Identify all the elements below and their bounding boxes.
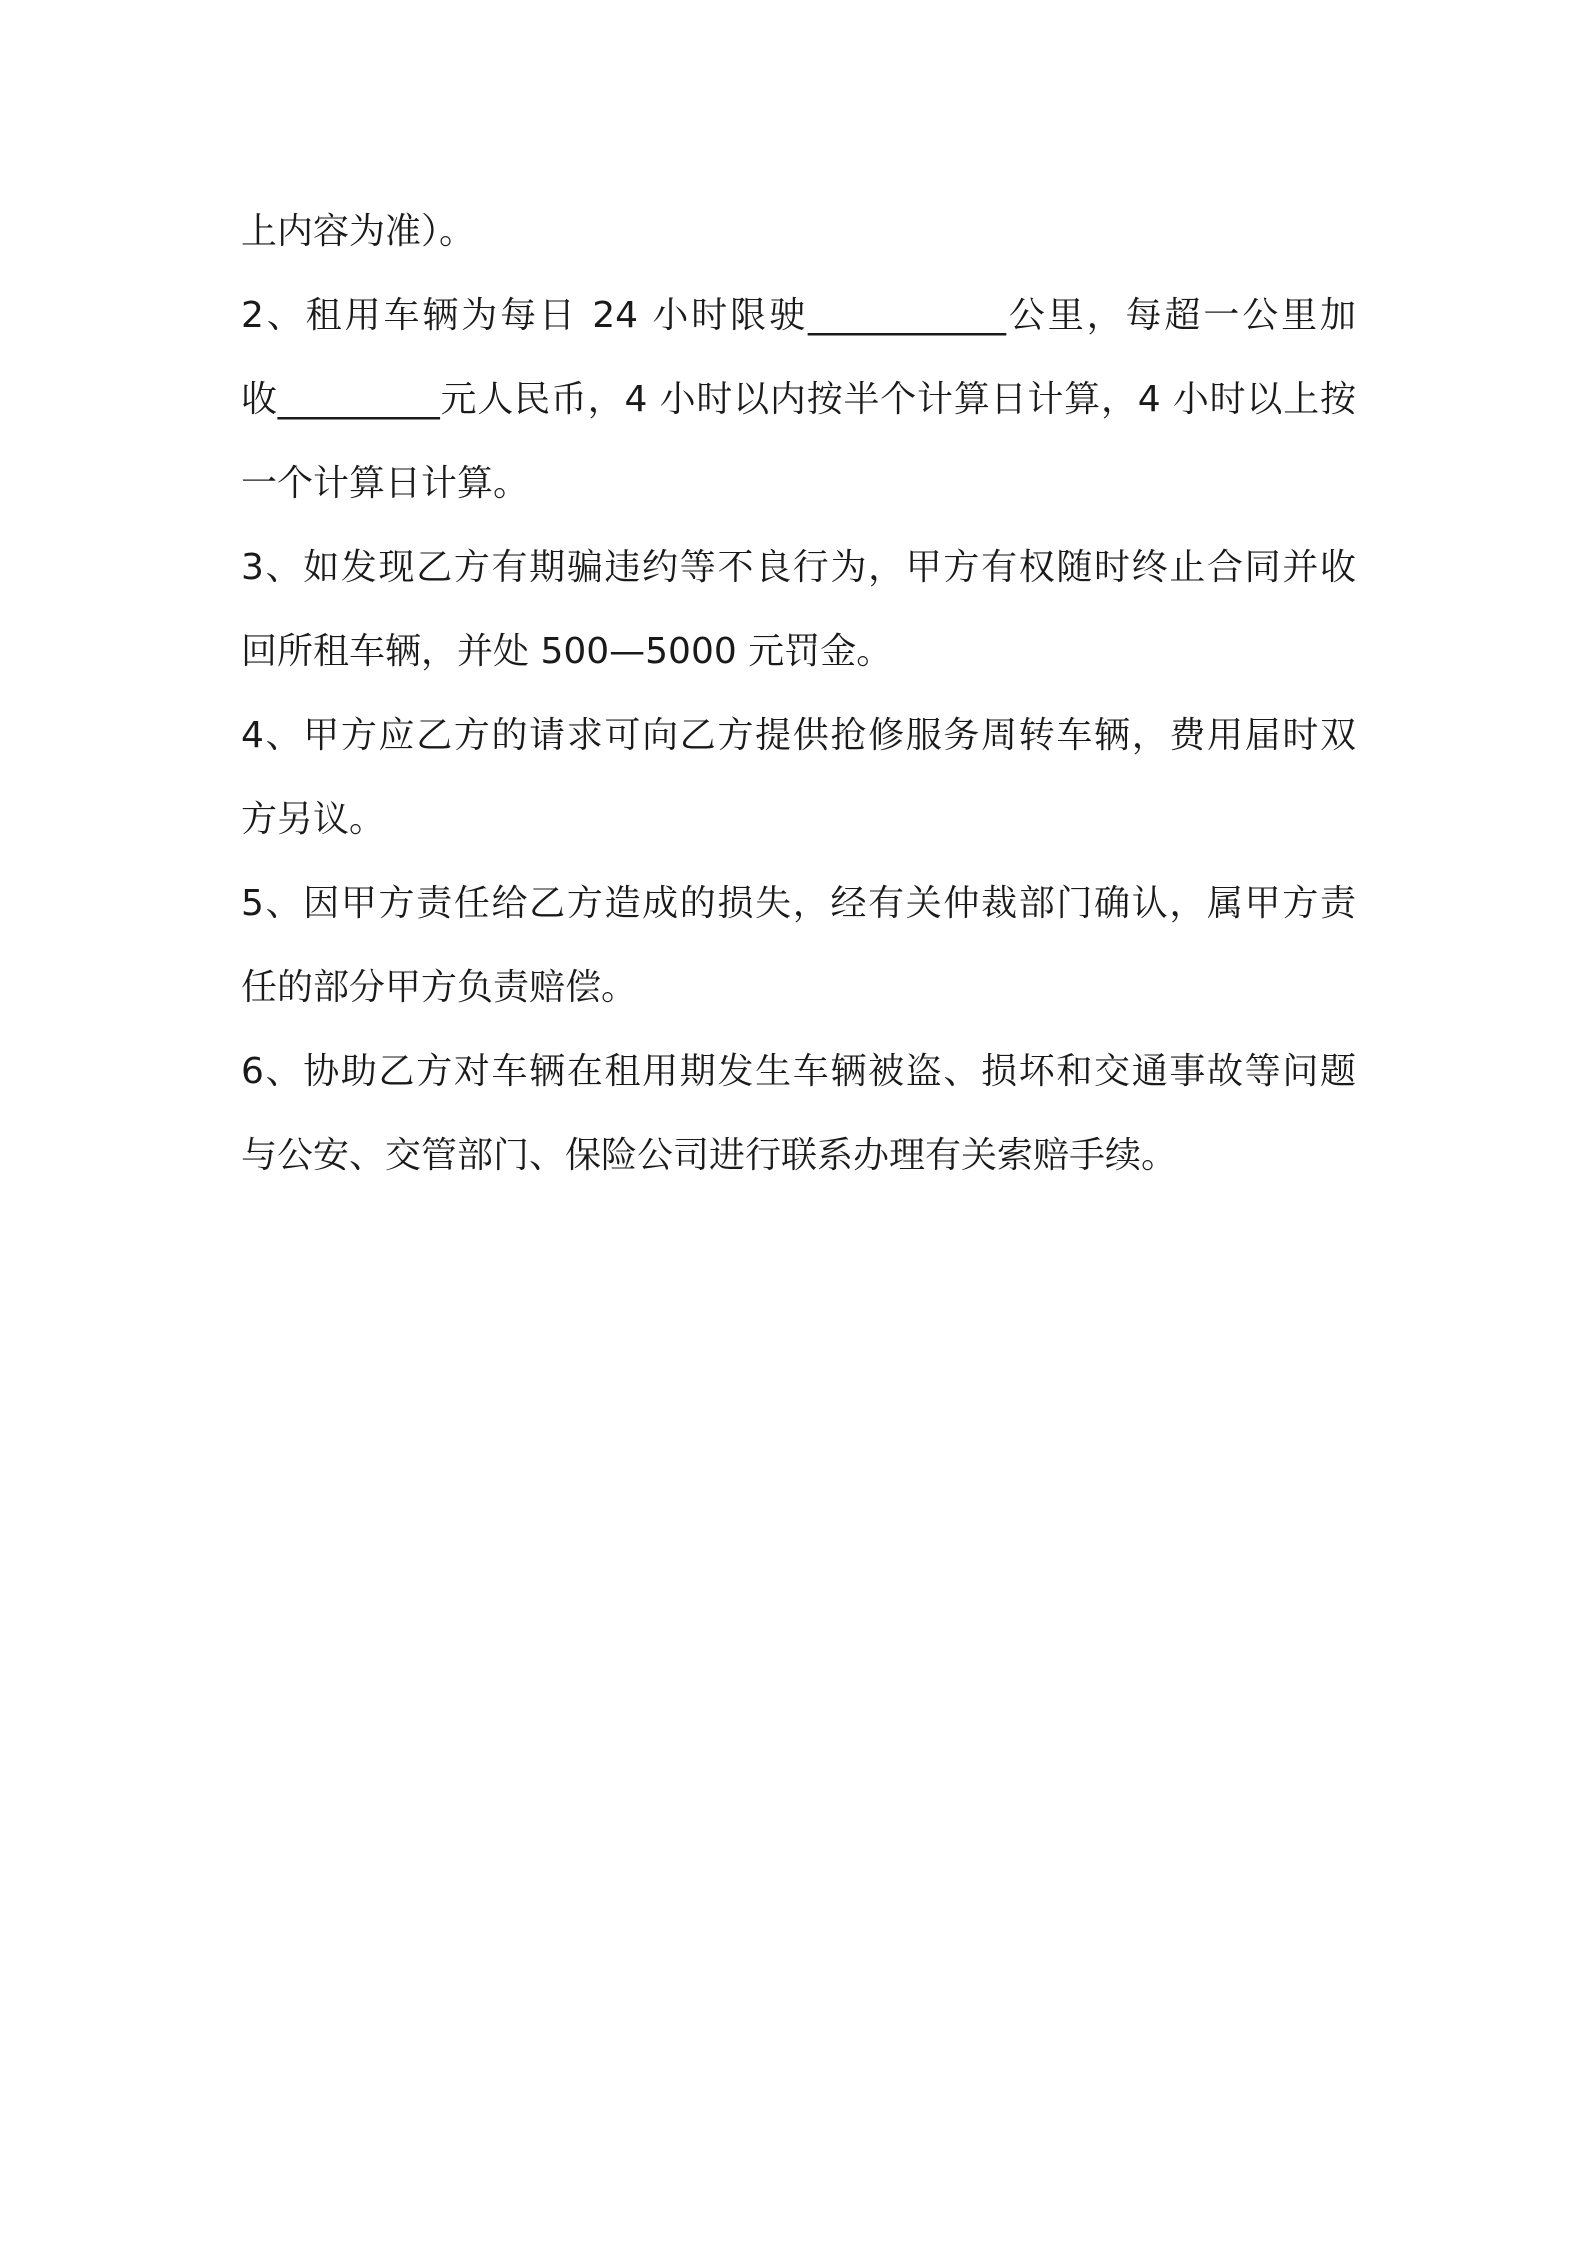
clause-2-line-3: 一个计算日计算。 <box>241 463 530 504</box>
clause-2-line-2: 收_________元人民币，4 小时以内按半个计算日计算，4 小时以上按 <box>241 379 1356 420</box>
clause-6-line-1: 6、协助乙方对车辆在租用期发生车辆被盗、损坏和交通事故等问题 <box>241 1051 1356 1092</box>
clause-4-line-1: 4、甲方应乙方的请求可向乙方提供抢修服务周转车辆，费用届时双 <box>241 715 1356 756</box>
clause-4-line-2: 方另议。 <box>241 799 386 840</box>
text-line-continuation: 上内容为准）。 <box>241 211 476 252</box>
clause-3-line-2: 回所租车辆，并处 500—5000 元罚金。 <box>241 631 893 672</box>
clause-3-line-1: 3、如发现乙方有期骗违约等不良行为，甲方有权随时终止合同并收 <box>241 547 1356 588</box>
clause-2-line-1: 2、租用车辆为每日 24 小时限驶___________公里，每超一公里加 <box>241 295 1356 336</box>
document-body <box>241 190 1356 1198</box>
clause-5-line-1: 5、因甲方责任给乙方造成的损失，经有关仲裁部门确认，属甲方责 <box>241 883 1356 924</box>
clause-5-line-2: 任的部分甲方负责赔偿。 <box>241 967 638 1008</box>
clause-6-line-2: 与公安、交管部门、保险公司进行联系办理有关索赔手续。 <box>241 1135 1178 1176</box>
